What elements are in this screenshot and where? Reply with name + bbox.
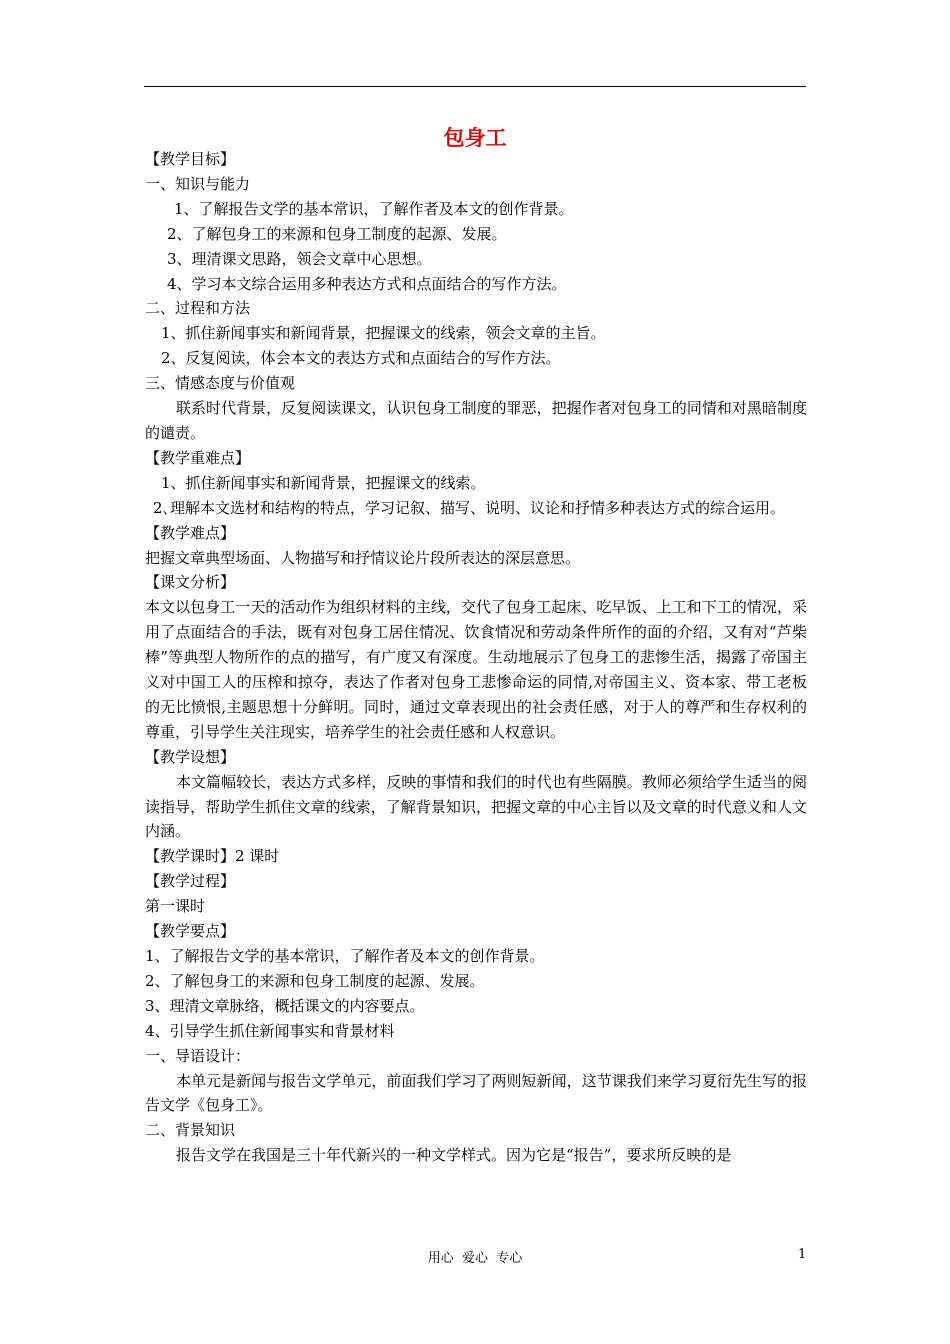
list-item: 2、了解包身工的来源和包身工制度的起源、发展。 xyxy=(167,224,507,243)
paragraph: 本单元是新闻与报告文学单元，前面我们学习了两则短新闻，这节课我们来学习夏衍先生写的报告文学《包身工》。 xyxy=(145,1071,807,1115)
list-item: 3、理清文章脉络，概括课文的内容要点。 xyxy=(145,996,425,1015)
list-item: 1、抓住新闻事实和新闻背景，把握课文的线索。 xyxy=(161,473,486,492)
paragraph: 把握文章典型场面、人物描写和抒情议论片段所表达的深层意思。 xyxy=(145,548,581,567)
heading-class-hours: 【教学课时】2 课时 xyxy=(145,847,280,866)
list-item: 1、了解报告文学的基本常识，了解作者及本文的创作背景。 xyxy=(145,947,545,965)
heading-teaching-key-points: 【教学要点】 xyxy=(145,922,236,941)
list-item: 1、抓住新闻事实和新闻背景，把握课文的线索，领会文章的主旨。 xyxy=(161,324,606,343)
heading-text-analysis: 【课文分析】 xyxy=(145,573,236,592)
section-intro-design: 一、导语设计： xyxy=(145,1046,251,1065)
page-number: 1 xyxy=(798,1247,807,1262)
list-item: 4、学习本文综合运用多种表达方式和点面结合的写作方法。 xyxy=(167,274,567,293)
list-item: 4、引导学生抓住新闻事实和背景材料 xyxy=(145,1021,395,1040)
list-item: 2、了解包身工的来源和包身工制度的起源、发展。 xyxy=(145,971,485,990)
list-item: 3、理清课文思路，领会文章中心思想。 xyxy=(167,249,432,268)
heading-teaching-ideas: 【教学设想】 xyxy=(145,747,236,766)
section-emotion-values: 三、情感态度与价值观 xyxy=(145,374,296,393)
list-item: 2、反复阅读，体会本文的表达方式和点面结合的写作方法。 xyxy=(161,349,561,368)
heading-difficult-points: 【教学难点】 xyxy=(145,523,236,542)
list-item: 1、了解报告文学的基本常识，了解作者及本文的创作背景。 xyxy=(174,199,574,218)
section-process-method: 二、过程和方法 xyxy=(145,299,251,318)
document-body xyxy=(145,147,807,1168)
heading-key-difficult-points: 【教学重难点】 xyxy=(145,448,251,467)
section-background: 二、背景知识 xyxy=(145,1121,236,1140)
header-rule xyxy=(144,86,806,87)
first-lesson-label: 第一课时 xyxy=(145,897,206,916)
paragraph: 本文以包身工一天的活动作为组织材料的主线，交代了包身工起床、吃早饭、上工和下工的情况，采用了点面结合的手法，既有对包身工居住情况、饮食情况和劳动条件所作的面的介绍，又有对“芦柴棒”等典型人物所作的点的描写，有广度又有深度。生动地展示了包身工的悲惨生活，揭露了帝国主义对中国工人的压榨和掠夺，表达了作者对包身工悲惨命运的同情,对帝国主义、资本家、带工老板的无比愤恨,主题思想十分鲜明。同时，通过文章表现出的社会责任感，对于人的尊严和生存权利的尊重，引导学生关注现实，培养学生的社会责任感和人权意识。 xyxy=(145,598,807,741)
paragraph: 联系时代背景，反复阅读课文，认识包身工制度的罪恶，把握作者对包身工的同情和对黑暗制度的谴责。 xyxy=(145,399,807,442)
heading-teaching-goals: 【教学目标】 xyxy=(145,150,236,168)
document-title: 包身工 xyxy=(443,125,507,150)
footer-motto: 用心 爱心 专心 xyxy=(427,1251,523,1266)
heading-teaching-process: 【教学过程】 xyxy=(145,872,236,891)
paragraph: 本文篇幅较长，表达方式多样，反映的事情和我们的时代也有些隔膜。教师必须给学生适当的阅读指导，帮助学生抓住文章的线索，了解背景知识，把握文章的中心主旨以及文章的时代意义和人文内涵。 xyxy=(145,772,807,841)
section-knowledge-ability: 一、知识与能力 xyxy=(145,174,251,193)
list-item: 2､理解本文选材和结构的特点，学习记叙、描写、说明、议论和抒情多种表达方式的综合运用。 xyxy=(153,498,786,517)
paragraph: 报告文学在我国是三十年代新兴的一种文学样式。因为它是“报告”，要求所反映的是 xyxy=(176,1146,732,1165)
